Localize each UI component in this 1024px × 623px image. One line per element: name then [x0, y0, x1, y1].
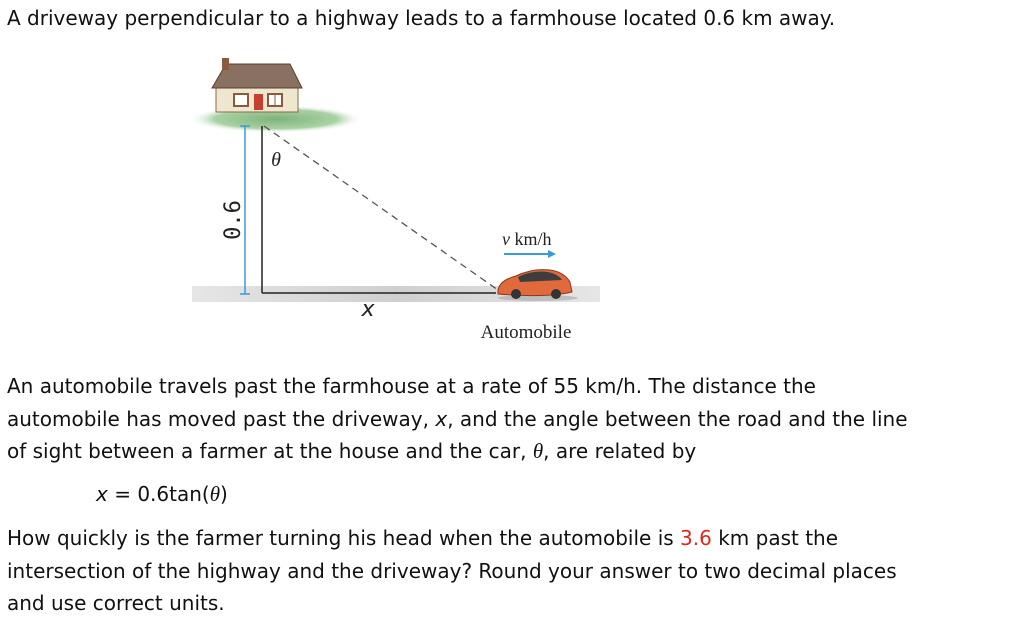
- equation: x = 0.6tan(θ): [96, 482, 228, 506]
- intro-text: A driveway perpendicular to a highway leads to a farmhouse located 0.6 km away.: [7, 6, 836, 30]
- distance-label: 0.6: [221, 200, 246, 240]
- automobile-label: Automobile: [480, 322, 572, 343]
- question-line-1: How quickly is the farmer turning his head when the automobile is 3.6 km past the: [7, 526, 839, 550]
- direction-arrow-icon: [504, 250, 556, 258]
- paragraph-line-1: An automobile travels past the farmhouse at a rate of 55 km/h. The distance the: [7, 374, 816, 398]
- theta-label: θ: [271, 149, 281, 171]
- x-label: x: [361, 297, 375, 322]
- paragraph-line-2: automobile has moved past the driveway, x, and the angle between the road and the line: [7, 407, 908, 431]
- highlighted-value: 3.6: [680, 526, 712, 550]
- question-line-2: intersection of the highway and the driveway? Round your answer to two decimal places: [7, 559, 897, 583]
- paragraph-line-3: of sight between a farmer at the house and the car, θ, are related by: [7, 439, 697, 463]
- driveway-diagram: [186, 56, 606, 356]
- question-line-3: and use correct units.: [7, 591, 225, 615]
- speed-label: v km/h: [502, 229, 552, 249]
- car-icon: [498, 270, 578, 301]
- farmhouse-icon: [212, 58, 302, 112]
- line-of-sight: [264, 126, 498, 290]
